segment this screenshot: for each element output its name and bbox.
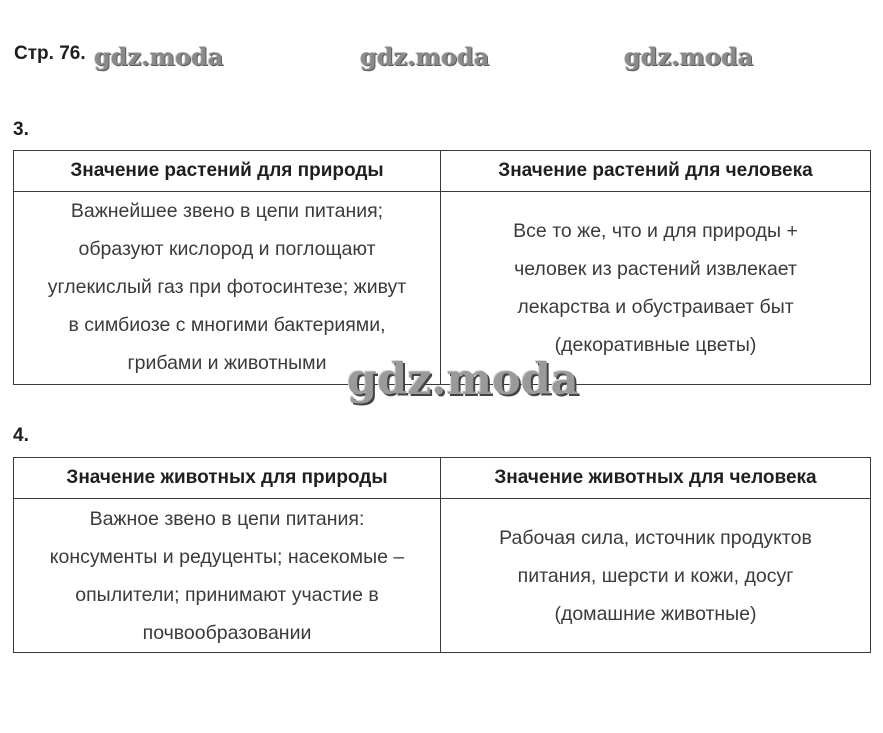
cell-line: Важное звено в цепи питания: <box>89 507 365 530</box>
cell-line: почвообразовании <box>142 621 312 644</box>
table-header-row <box>14 151 871 192</box>
table-header-row <box>14 458 871 499</box>
cell-line: образуют кислород и поглощают <box>78 238 376 260</box>
cell-line: углекислый газ при фотосинтезе; живут <box>47 276 407 298</box>
cell-line: питания, шерсти и кожи, досуг <box>517 564 794 587</box>
column-header: Значение животных для природы <box>14 458 441 499</box>
cell-line: в симбиозе с многими бактериями, <box>68 314 386 336</box>
watermark-logo: gdz.moda <box>624 42 754 71</box>
cell-line: Важнейшее звено в цепи питания; <box>70 200 384 222</box>
table-cell-animals-nature <box>14 499 441 653</box>
cell-line: человек из растений извлекает <box>514 258 797 280</box>
column-header: Значение растений для природы <box>14 151 441 192</box>
task-4-table <box>13 457 871 653</box>
cell-line: Рабочая сила, источник продуктов <box>499 526 812 549</box>
task-4-number: 4. <box>13 425 29 446</box>
table-cell-animals-human <box>441 499 871 653</box>
page-label: Стр. 76. <box>14 43 86 64</box>
cell-line: грибами и животными <box>127 352 327 374</box>
watermark-logo: gdz.moda <box>94 42 224 71</box>
column-header: Значение растений для человека <box>441 151 871 192</box>
watermark-logo: gdz.moda <box>360 42 490 71</box>
column-header: Значение животных для человека <box>441 458 871 499</box>
cell-line: Все то же, что и для природы + <box>513 220 798 242</box>
task-3-table <box>13 150 871 385</box>
cell-line: консументы и редуценты; насекомые – <box>49 545 405 568</box>
table-row <box>14 499 871 653</box>
watermark-logo-large: gdz.moda <box>347 355 579 405</box>
cell-line: опылители; принимают участие в <box>75 583 379 606</box>
cell-line: (домашние животные) <box>554 602 757 625</box>
task-3-number: 3. <box>13 119 29 140</box>
cell-line: лекарства и обустраивает быт <box>517 296 794 318</box>
cell-line: (декоративные цветы) <box>554 334 757 356</box>
